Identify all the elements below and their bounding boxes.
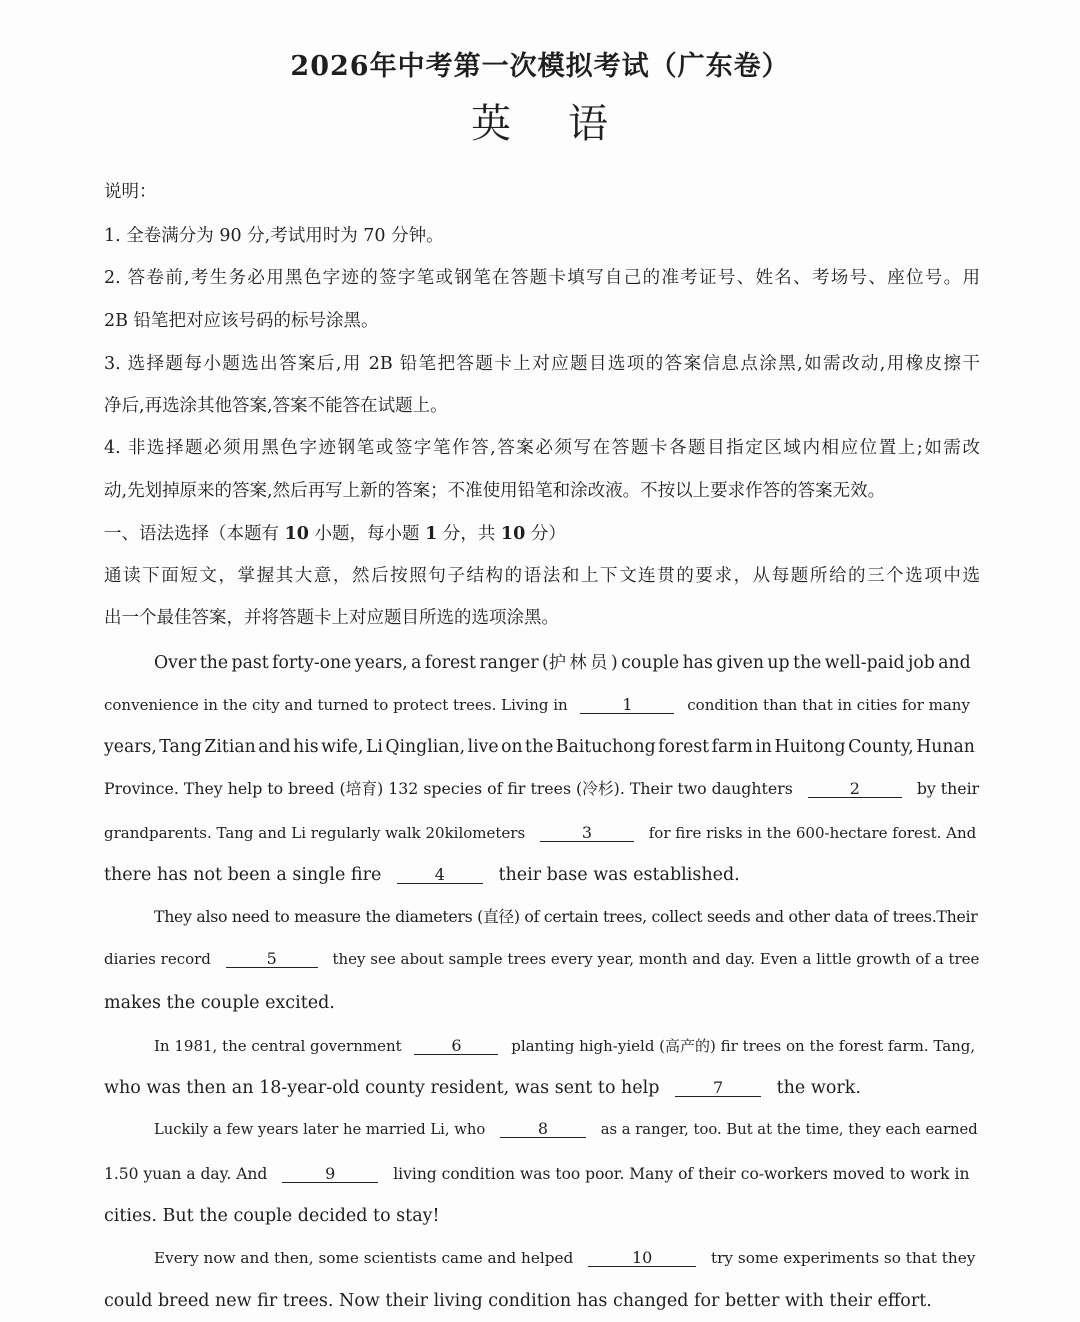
section-heading [104,522,980,546]
text: they see about sample trees every year, month and day. Even a little growth of a tree [332,950,980,968]
passage-line-13 [104,1162,980,1186]
text: planting high-yield (高产的) fir trees on the forest farm. Tang, [511,1037,976,1055]
text: living condition was too poor. Many of their co-workers moved to work in [393,1165,970,1183]
text: In 1981, the central government [154,1037,402,1055]
section-count: 10 [284,524,309,544]
text: 1.50 yuan a day. And [104,1165,268,1183]
passage-line-4 [104,777,980,801]
instruction-4b: 动,先划掉原来的答案,然后再写上新的答案；不准使用铅笔和涂改液。不按以上要求作答的答案无效。 [104,481,886,501]
subject-char-1: 英 [471,101,512,147]
directions-a: 通读下面短文，掌握其大意，然后按照句子结构的语法和上下文连贯的要求，从每题所给的三个选项中选 [104,566,980,586]
passage-line-9: makes the couple excited. [104,993,335,1013]
exam-title: 2026年中考第一次模拟考试（广东卷） [290,51,790,82]
text: Province. They help to breed (培育) 132 species of fir trees (冷杉). Their two daughters [104,779,793,798]
passage-line-12 [154,1118,980,1142]
instruction-4a: 4. 非选择题必须用黑色字迹钢笔或签字笔作答,答案必须写在答题卡各题目指定区域内相应位置上;如需改 [104,438,980,458]
text: who was then an 18-year-old county resident, was sent to help [104,1078,660,1098]
subject-char-2: 语 [568,101,609,147]
text: condition than that in cities for many [687,696,970,714]
text: convenience in the city and turned to protect trees. Living in [104,696,568,714]
section-heading-mid1: 小题，每小题 [308,524,426,544]
passage-line-1: Over the past forty-one years, a forest ranger (护 林 员 ) couple has given up the well-paid job and [154,653,971,673]
text: grandparents. Tang and Li regularly walk 20kilometers [104,824,526,842]
passage-line-11 [104,1076,980,1100]
text: their base was established. [498,865,740,885]
passage-line-10 [154,1034,980,1058]
passage-line-16: could breed new fir trees. Now their living condition has changed for better with their effort. [104,1291,932,1311]
instructions-heading: 说明： [104,182,157,202]
blank-6: 6 [414,1038,498,1055]
text: for fire risks in the 600-hectare forest. And [648,824,977,842]
passage-line-3: years, Tang Zitian and his wife, Li Qinglian, live on the Baituchong forest farm in Huitong County, Hunan [104,737,975,757]
passage-line-15 [154,1246,980,1270]
instruction-2b: 2B 铅笔把对应该号码的标号涂黑。 [104,311,379,331]
passage-line-5 [104,821,980,845]
text: as a ranger, too. But at the time, they each earned [600,1121,978,1138]
blank-8: 8 [500,1121,586,1138]
text: by their [916,779,980,798]
blank-1: 1 [580,697,674,714]
blank-9: 9 [282,1166,378,1183]
passage-line-6 [104,863,980,887]
text: try some experiments so that they [711,1249,976,1267]
blank-7: 7 [675,1080,761,1097]
text: Every now and then, some scientists came and helped [154,1249,574,1267]
blank-10: 10 [588,1250,696,1267]
directions-b: 出一个最佳答案，并将答题卡上对应题目所选的选项涂黑。 [104,608,559,628]
subject-title [0,92,1080,149]
passage-line-2 [104,693,980,717]
section-point: 1 [425,524,438,544]
blank-2: 2 [808,781,902,798]
instruction-3b: 净后,再选涂其他答案,答案不能答在试题上。 [104,396,448,416]
text: the work. [776,1078,861,1098]
passage-line-8 [104,947,980,971]
text: there has not been a single fire [104,865,382,885]
passage-line-7: They also need to measure the diameters (直径) of certain trees, collect seeds and other data of trees.Their [154,907,978,926]
section-total: 10 [500,524,526,544]
blank-5: 5 [226,951,318,968]
text: Luckily a few years later he married Li, who [154,1121,486,1138]
blank-4: 4 [397,867,483,884]
instruction-2a: 2. 答卷前,考生务必用黑色字迹的签字笔或钢笔在答题卡填写自己的准考证号、姓名、考场号、座位号。用 [104,268,980,288]
section-heading-pre: 一、语法选择（本题有 [104,524,285,544]
text: diaries record [104,950,211,968]
section-heading-mid2: 分，共 [437,524,501,544]
section-heading-post: 分） [525,524,566,544]
blank-3: 3 [540,825,634,842]
instruction-3a: 3. 选择题每小题选出答案后,用 2B 铅笔把答题卡上对应题目选项的答案信息点涂黑,如需改动,用橡皮擦干 [104,354,980,374]
passage-line-14: cities. But the couple decided to stay! [104,1206,440,1226]
instruction-1: 1. 全卷满分为 90 分,考试用时为 70 分钟。 [104,226,444,246]
